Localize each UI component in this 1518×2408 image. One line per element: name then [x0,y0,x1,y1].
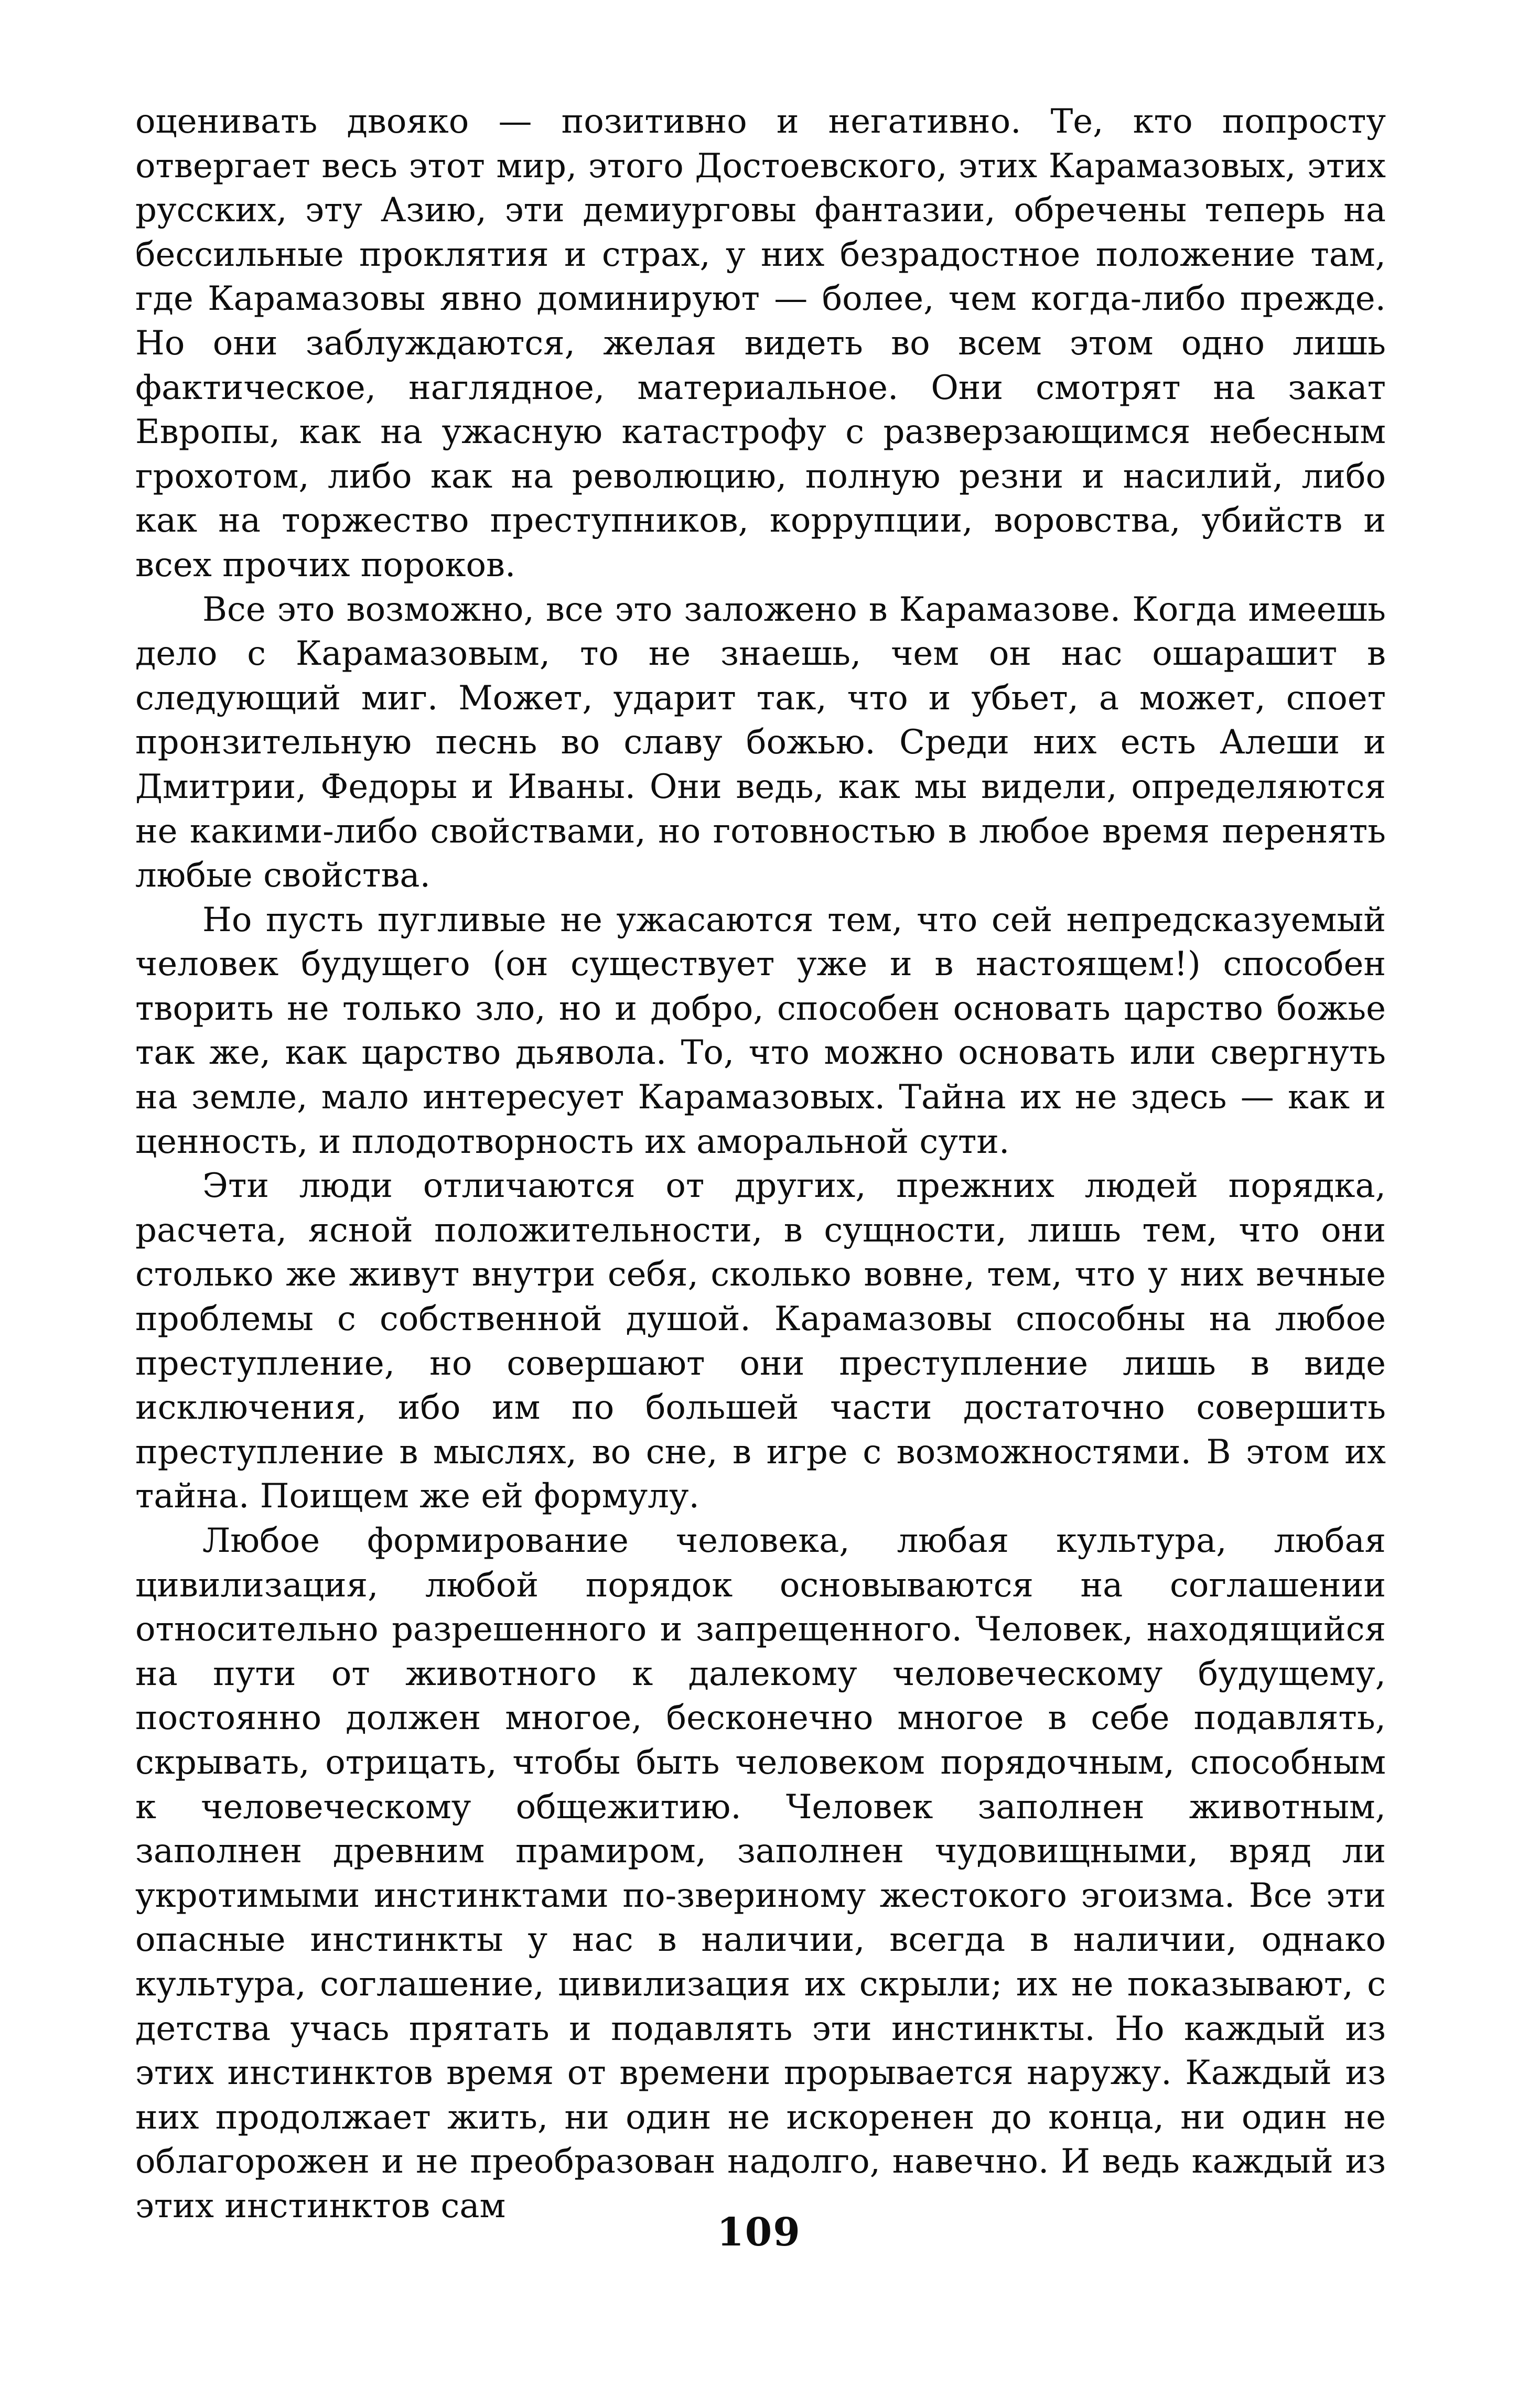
page-number: 109 [717,2210,801,2255]
paragraph: Все это возможно, все это заложено в Карамазове. Когда имеешь дело с Карамазовым, то не знаешь, чем он нас ошарашит в следующий миг. Может, ударит так, что и убьет, а может, споет пронзительную песнь во славу божью. Среди них есть Алеши и Дмитрии, Федоры и Иваны. Они ведь, как мы видели, определяются не какими-либо свойствами, но готовностью в любое время перенять любые свойства. [135,590,1386,895]
paragraph: Эти люди отличаются от других, прежних людей порядка, расчета, ясной положительности, в сущности, лишь тем, что они столько же живут внутри себя, сколько вовне, тем, что у них вечные проблемы с собственной душой. Карамазовы способны на любое преступление, но совершают они преступление лишь в виде исключения, ибо им по большей части достаточно совершить преступление в мыслях, во сне, в игре с возможностями. В этом их тайна. Поищем же ей формулу. [135,1167,1386,1516]
paragraph: Любое формирование человека, любая культура, любая цивилизация, любой порядок основываются на соглашении относительно разрешенного и запрещенного. Человек, находящийся на пути от животного к далекому человеческому будущему, постоянно должен многое, бесконечно многое в себе подавлять, скрывать, отрицать, чтобы быть человеком порядочным, способным к человеческому общежитию. Человек заполнен животным, заполнен древним прамиром, заполнен чудовищными, вряд ли укротимыми инстинктами по-звериному жестокого эгоизма. Все эти опасные инстинкты у нас в наличии, всегда в наличии, однако культура, соглашение, цивилизация их скрыли; их не показывают, с детства учась прятать и подавлять эти инстинкты. Но каждый из этих инстинктов время от времени прорывается наружу. Каждый из них продолжает жить, ни один не искоренен до конца, ни один не облагорожен и не преобразован надолго, навечно. И ведь каждый из этих инстинктов сам [135,1521,1386,2226]
paragraph: Но пусть пугливые не ужасаются тем, что сей непредсказуемый человек будущего (он существует уже и в настоящем!) способен творить не только зло, но и добро, способен основать царство божье так же, как царство дьявола. То, что можно основать или свергнуть на земле, мало интересует Карамазовых. Тайна их не здесь — как и ценность, и плодотворность их аморальной сути. [135,900,1386,1161]
page-body [135,100,1386,2229]
paragraph-continued: оценивать двояко — позитивно и негативно. Те, кто попросту отвергает весь этот мир, этого Достоевского, этих Карамазовых, этих русских, эту Азию, эти демиурговы фантазии, обречены теперь на бессильные проклятия и страх, у них безрадостное положение там, где Карамазовы явно доминируют — более, чем когда-либо прежде. Но они заблуждаются, желая видеть во всем этом одно лишь фактическое, наглядное, материальное. Они смотрят на закат Европы, как на ужасную катастрофу с разверзающимся небесным грохотом, либо как на революцию, полную резни и насилий, либо как на торжество преступников, коррупции, воровства, убийств и всех прочих пороков. [135,102,1386,585]
